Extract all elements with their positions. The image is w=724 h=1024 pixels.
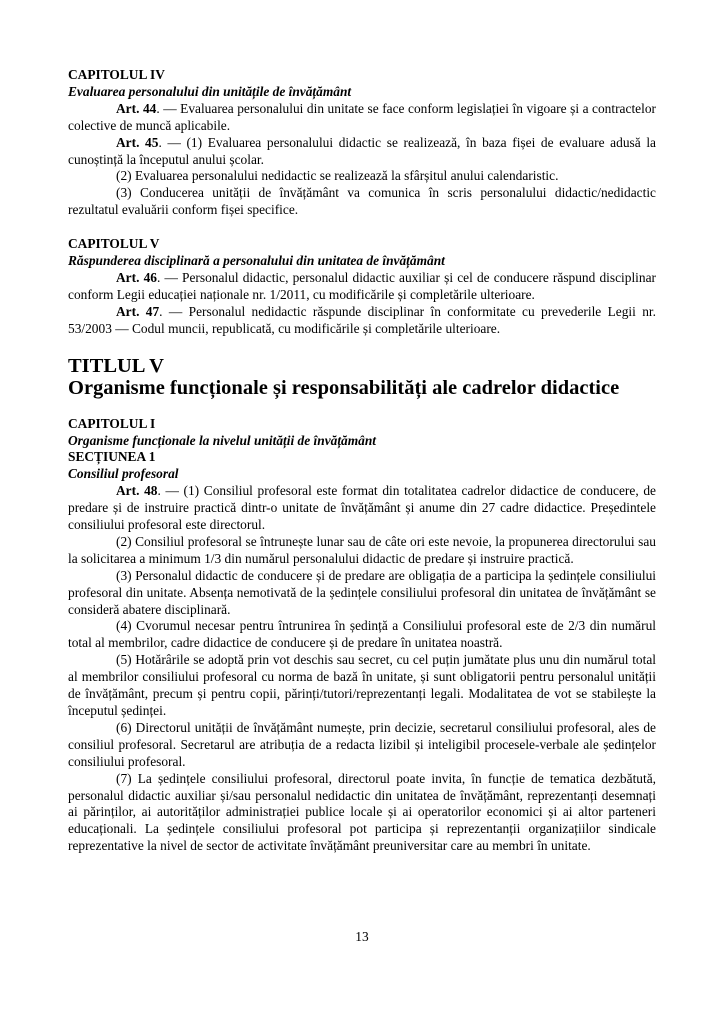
chapter-1-title: CAPITOLUL I xyxy=(68,415,156,431)
chapter-5-subtitle: Răspunderea disciplinară a personalului din unitatea de învățământ xyxy=(68,253,445,269)
article-48-paragraph-7: (7) La ședințele consiliului profesoral, directorul poate invita, în funcție de tematica dezbătută, personalul didactic auxiliar și/sau personalul nedidactic din unitatea de învățământ, reprezentanți desemnați ai părinților, ai autorităților administrației publice locale și ai operatorilor economici și ai altor parteneri educaționali. La ședințele consiliului profesoral pot participa și reprezentanții organizațiilor sindicale reprezentative la nivel de sector de activitate învățământ preuniversitar care au membri în unitate. xyxy=(68,770,656,854)
article-46-text: . — Personalul didactic, personalul didactic auxiliar și cel de conducere răspund disciplinar conform Legii educației naționale nr. 1/2011, cu modificările și completările ulterioare. xyxy=(68,269,656,302)
chapter-4-subtitle: Evaluarea personalului din unitățile de învățământ xyxy=(68,83,352,99)
page-number: 13 xyxy=(355,929,369,944)
article-45-paragraph-2: (2) Evaluarea personalului nedidactic se realizează la sfârșitul anului calendaristic. xyxy=(116,168,559,184)
chapter-4-title: CAPITOLUL IV xyxy=(68,67,165,82)
article-48-paragraph-5: (5) Hotărârile se adoptă prin vot deschis sau secret, cu cel puțin jumătate plus unu din numărul total al membrilor consiliului profesoral cu norma de bază în unitate, și sunt obligatorii pentru personalul unității de învățământ, precum și pentru copii, părinți/tutori/reprezentanți legali. Modalitatea de vot se stabilește la începutul ședinței. xyxy=(68,652,656,718)
article-46-number: Art. 46 xyxy=(116,269,157,285)
article-48-paragraph-2: (2) Consiliul profesoral se întrunește lunar sau de câte ori este nevoie, la propunerea directorului sau la solicitarea a minimum 1/3 din numărul personalului didactic de predare și instruire practică. xyxy=(68,533,656,566)
article-48 xyxy=(68,483,656,534)
title-5-heading: TITLUL V xyxy=(68,354,164,377)
spacer xyxy=(68,219,656,236)
chapter-5-title: CAPITOLUL V xyxy=(68,236,160,252)
title-5-subtitle: Organisme funcționale și responsabilități ale cadrelor didactice xyxy=(68,376,620,399)
spacer xyxy=(68,338,656,355)
article-47 xyxy=(68,304,656,338)
article-48-paragraph-6: (6) Directorul unității de învățământ numește, prin decizie, secretarul consiliului profesoral, ales de consiliul profesoral. Secretarul are atribuția de a redacta lizibil și inteligibil procesele-verbale ale ședințelor consiliului profesoral. xyxy=(68,719,656,769)
article-47-text: . — Personalul nedidactic răspunde disciplinar în conformitate cu prevederile Legii nr. 53/2003 — Codul muncii, republicată, cu modificările și completările ulterioare. xyxy=(68,303,656,336)
article-45-paragraph-3: (3) Conducerea unității de învățământ va comunica în scris personalului didactic/nedidactic rezultatul evaluării conform fișei specifice. xyxy=(68,185,656,218)
article-48-number: Art. 48 xyxy=(116,483,158,499)
article-47-number: Art. 47 xyxy=(116,303,160,319)
section-1-subtitle: Consiliul profesoral xyxy=(68,466,179,482)
article-44-number: Art. 44 xyxy=(116,100,157,116)
article-48-text: . — (1) Consiliul profesoral este format din totalitatea cadrelor didactice de conducere, de predare și de instruire practică dintr-o unitate de învățământ și anume din 27 cadre didactice. Președintele consiliului profesoral este directorul. xyxy=(68,483,656,533)
article-44 xyxy=(68,101,656,135)
chapter-1-subtitle: Organisme funcționale la nivelul unității de învățământ xyxy=(68,432,377,448)
article-45 xyxy=(68,135,656,169)
article-44-text: . — Evaluarea personalului din unitate se face conform legislației în vigoare și a contractelor colective de muncă aplicabile. xyxy=(68,100,656,133)
spacer xyxy=(68,399,656,416)
article-48-paragraph-4: (4) Cvorumul necesar pentru întrunirea în ședință a Consiliului profesoral este de 2/3 din numărul total al membrilor, cadre didactice de conducere și de predare în unitatea noastră. xyxy=(68,618,656,651)
article-45-number: Art. 45 xyxy=(116,134,159,150)
article-48-paragraph-3: (3) Personalul didactic de conducere și de predare are obligația de a participa la ședințele consiliului profesoral din unitate. Absența nemotivată de la ședințele consiliului profesoral din unitatea de învățământ se consideră abatere disciplinară. xyxy=(68,567,656,617)
document-page xyxy=(68,67,656,855)
article-46 xyxy=(68,270,656,304)
section-1-title: SECȚIUNEA 1 xyxy=(68,449,156,465)
article-45-text: . — (1) Evaluarea personalului didactic se realizează, în baza fișei de evaluare adusă la cunoștință la începutul anului școlar. xyxy=(68,134,656,167)
